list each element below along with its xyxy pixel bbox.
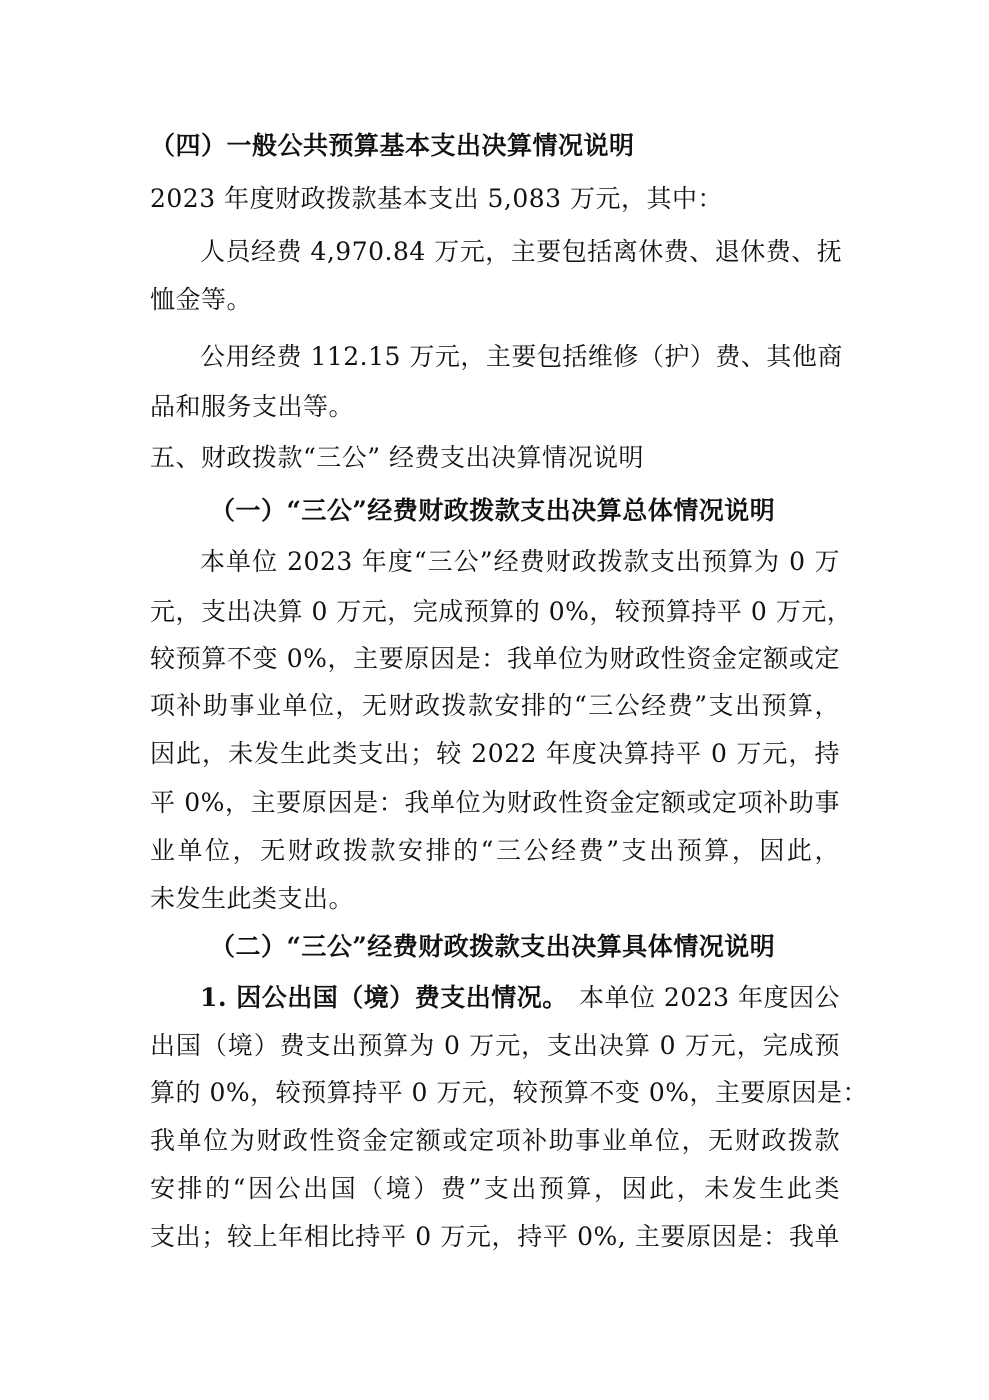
public-expense-line-2: 品和服务支出等。 bbox=[150, 392, 355, 421]
overall-paragraph-line: 未发生此类支出。 bbox=[150, 884, 355, 913]
section4-heading: （四）一般公共预算基本支出决算情况说明 bbox=[150, 131, 635, 160]
sub2-heading: （二）“三公”经费财政拨款支出决算具体情况说明 bbox=[210, 932, 776, 961]
overall-paragraph-line: 业单位，无财政拨款安排的“三公经费”支出预算，因此， bbox=[150, 836, 840, 865]
abroad-first-line-rest: 本单位 2023 年度因公 bbox=[578, 983, 840, 1012]
abroad-paragraph-line: 支出；较上年相比持平 0 万元，持平 0%, 主要原因是：我单 bbox=[150, 1222, 840, 1251]
public-expense-line-1: 公用经费 112.15 万元，主要包括维修（护）费、其他商 bbox=[200, 342, 843, 371]
abroad-paragraph-line: 我单位为财政性资金定额或定项补助事业单位，无财政拨款 bbox=[150, 1126, 840, 1155]
personnel-expense-line-1: 人员经费 4,970.84 万元，主要包括离休费、退休费、抚 bbox=[200, 237, 843, 266]
abroad-title: 1. 因公出国（境）费支出情况。 bbox=[200, 983, 568, 1012]
sub1-heading: （一）“三公”经费财政拨款支出决算总体情况说明 bbox=[210, 496, 776, 525]
abroad-paragraph-line: 安排的“因公出国（境）费”支出预算，因此，未发生此类 bbox=[150, 1174, 840, 1203]
overall-paragraph-line: 元，支出决算 0 万元，完成预算的 0%，较预算持平 0 万元， bbox=[150, 597, 853, 626]
overall-paragraph-line: 本单位 2023 年度“三公”经费财政拨款支出预算为 0 万 bbox=[200, 547, 840, 576]
overall-paragraph-line: 平 0%，主要原因是：我单位为财政性资金定额或定项补助事 bbox=[150, 788, 840, 817]
overall-paragraph-line: 项补助事业单位，无财政拨款安排的“三公经费”支出预算， bbox=[150, 691, 840, 720]
overall-paragraph-line: 较预算不变 0%，主要原因是：我单位为财政性资金定额或定 bbox=[150, 644, 840, 673]
abroad-paragraph-line: 出国（境）费支出预算为 0 万元，支出决算 0 万元，完成预 bbox=[150, 1031, 840, 1060]
overall-paragraph-line: 因此，未发生此类支出；较 2022 年度决算持平 0 万元，持 bbox=[150, 739, 840, 768]
basic-expense-summary: 2023 年度财政拨款基本支出 5,083 万元，其中： bbox=[150, 184, 724, 213]
section5-heading: 五、财政拨款“三公” 经费支出决算情况说明 bbox=[150, 443, 645, 472]
abroad-first-line bbox=[200, 982, 840, 1014]
personnel-expense-line-2: 恤金等。 bbox=[150, 285, 253, 314]
abroad-paragraph-line: 算的 0%，较预算持平 0 万元，较预算不变 0%，主要原因是： bbox=[150, 1078, 869, 1107]
